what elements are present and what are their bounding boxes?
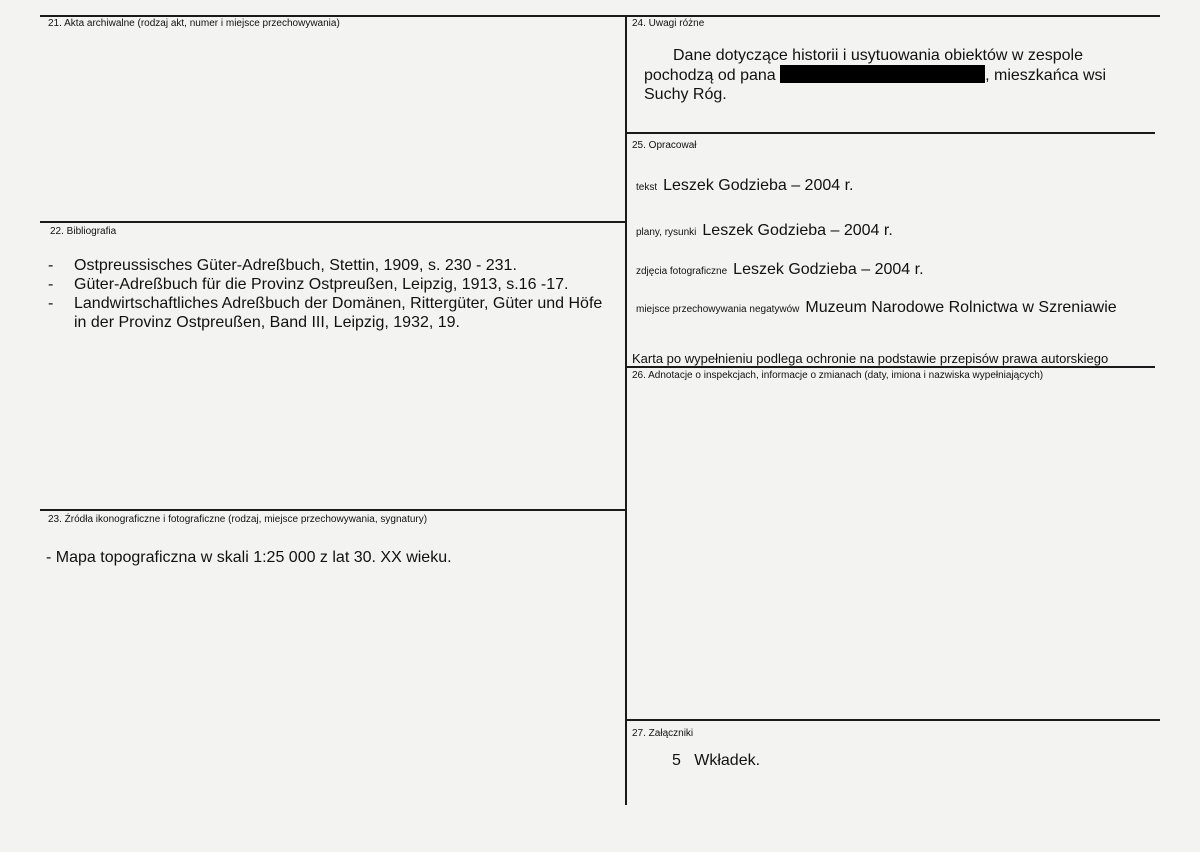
row-value: Muzeum Narodowe Rolnictwa w Szreniawie xyxy=(805,299,1117,316)
author-photos-row xyxy=(636,261,924,279)
row-value: Leszek Godzieba – 2004 r. xyxy=(733,261,924,278)
top-border xyxy=(40,15,1160,17)
section-24-line1: Dane dotyczące historii i usytuowania obiektów w zespole xyxy=(673,47,1083,64)
author-text-row xyxy=(636,177,853,195)
redacted-name xyxy=(780,65,985,83)
section-23-label: 23. Źródła ikonograficzne i fotograficzne (rodzaj, miejsce przechowywania, sygnatury) xyxy=(48,514,428,525)
copyright-notice: Karta po wypełnieniu podlega ochronie na podstawie przepisów prawa autorskiego xyxy=(632,351,1109,366)
bibliography-item: - Güter-Adreßbuch für die Provinz Ostpreußen, Leipzig, 1913, s.16 -17. xyxy=(48,275,613,294)
section-24-line2-after: , mieszkańca wsi xyxy=(985,67,1107,84)
bibliography-list xyxy=(48,256,613,332)
section-24-label: 24. Uwagi różne xyxy=(632,18,705,29)
row-label: plany, rysunki xyxy=(636,227,697,238)
section-24-line3: Suchy Róg. xyxy=(644,86,727,103)
divider-21-22 xyxy=(40,221,625,223)
section-23-text: - Mapa topograficzna w skali 1:25 000 z lat 30. XX wieku. xyxy=(46,549,452,566)
divider-26-27 xyxy=(625,719,1160,721)
section-22-label: 22. Bibliografia xyxy=(50,226,117,237)
section-24-line2-before: pochodzą od pana xyxy=(644,67,776,84)
row-label: zdjęcia fotograficzne xyxy=(636,266,728,277)
bibliography-item: - Landwirtschaftliches Adreßbuch der Domänen, Rittergüter, Güter und Höfe in der Provinz Ostpreußen, Band III, Leipzig, 1932, 19. xyxy=(48,294,613,332)
divider-22-23 xyxy=(40,509,625,511)
row-label: tekst xyxy=(636,182,658,193)
row-label: miejsce przechowywania negatywów xyxy=(636,304,800,315)
row-value: Leszek Godzieba – 2004 r. xyxy=(702,222,893,239)
divider-25-26 xyxy=(625,366,1155,368)
section-25-label: 25. Opracował xyxy=(632,140,697,151)
section-21-label: 21. Akta archiwalne (rodzaj akt, numer i miejsce przechowywania) xyxy=(48,18,340,29)
row-value: Leszek Godzieba – 2004 r. xyxy=(663,177,854,194)
divider-24-25 xyxy=(625,132,1155,134)
section-26-label: 26. Adnotacje o inspekcjach, informacje o zmianach (daty, imiona i nazwiska wypełniających) xyxy=(632,370,1044,381)
section-24-line2 xyxy=(644,65,1106,85)
negatives-storage-row xyxy=(636,299,1117,317)
bibliography-item: - Ostpreussisches Güter-Adreßbuch, Stettin, 1909, s. 230 - 231. xyxy=(48,256,613,275)
author-plans-row xyxy=(636,222,893,240)
section-27-label: 27. Załączniki xyxy=(632,728,694,739)
section-27-text: 5 Wkładek. xyxy=(672,752,761,769)
